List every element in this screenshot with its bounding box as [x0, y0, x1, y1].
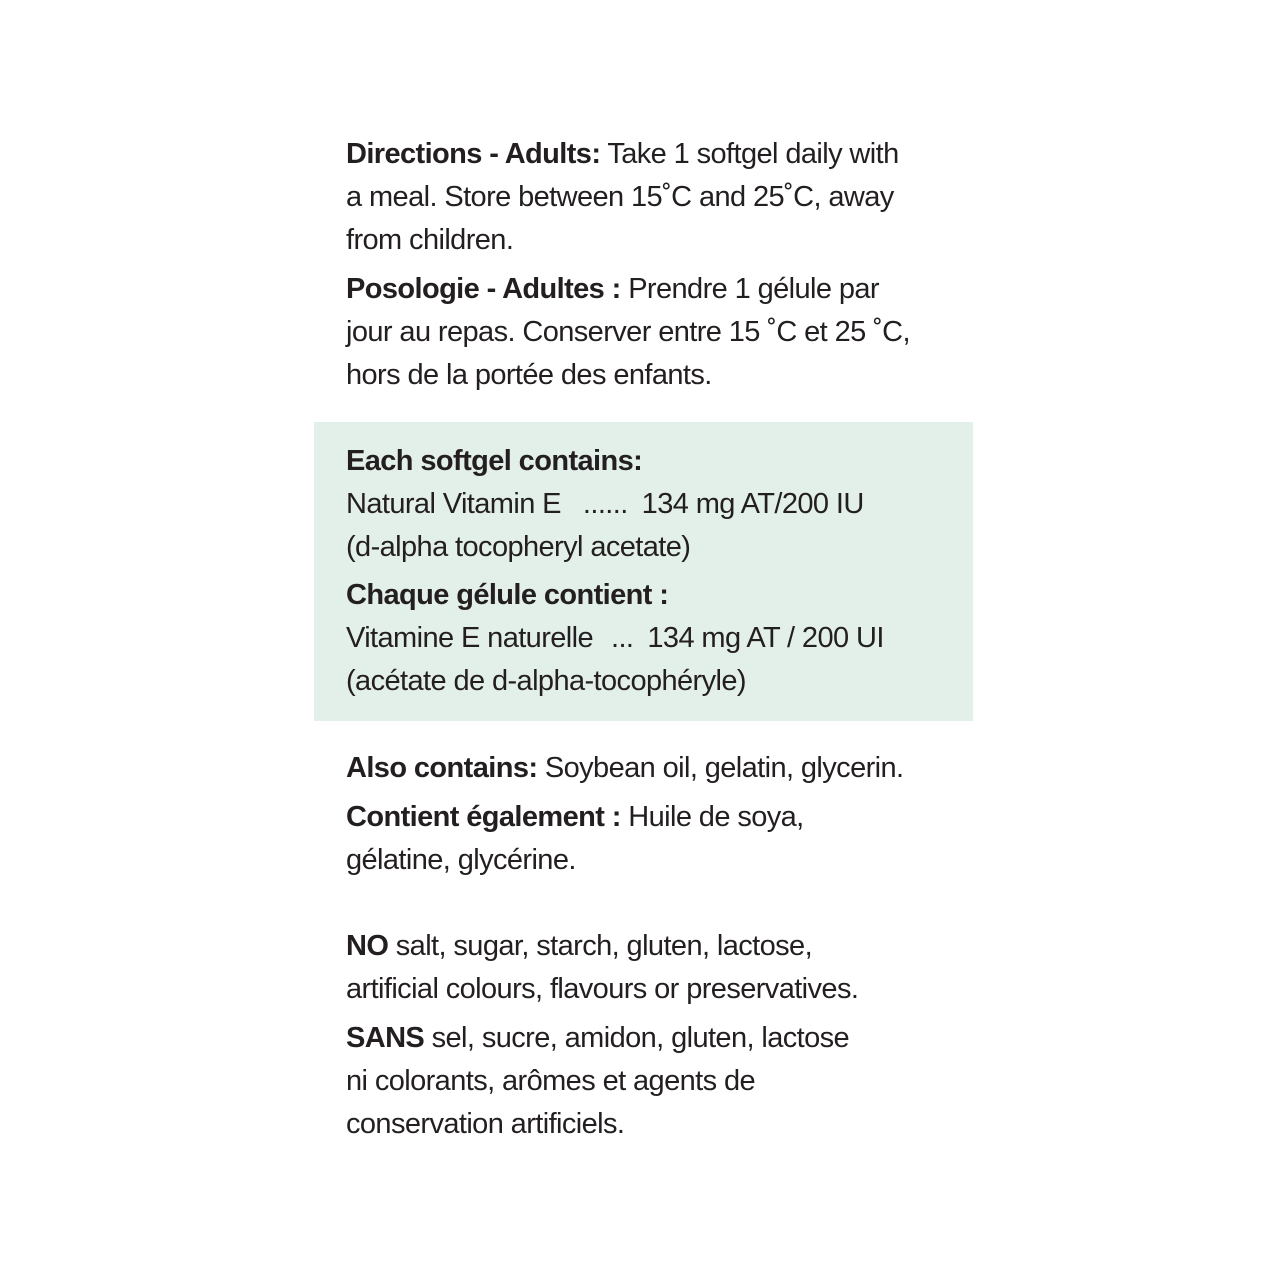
free-from-fr-line-3: conservation artificiels.: [346, 1108, 625, 1140]
directions-fr-line-3: hors de la portée des enfants.: [346, 359, 712, 391]
ingredient-en-dots: ......: [582, 488, 628, 520]
free-from-en-line-2: artificial colours, flavours or preservatives.: [346, 973, 859, 1005]
free-from-en-label: NO: [346, 930, 389, 962]
also-contains-fr-text-1: Huile de soya,: [620, 801, 804, 833]
ingredient-en-detail: (d-alpha tocopheryl acetate): [346, 531, 691, 563]
ingredient-fr-dots: ...: [611, 622, 634, 654]
ingredient-row-fr: [346, 617, 884, 660]
directions-fr-line-1: [346, 268, 910, 311]
free-from-fr-label: SANS: [346, 1022, 425, 1054]
also-contains-fr-line-1: [346, 796, 904, 839]
ingredient-row-en: [346, 483, 884, 526]
directions-en-line-1: [346, 133, 910, 176]
also-contains-fr: [346, 796, 904, 882]
also-contains-en-label: Also contains:: [346, 752, 538, 784]
free-from-section: [346, 925, 858, 1146]
directions-en-line-2: a meal. Store between 15˚C and 25˚C, away: [346, 181, 894, 213]
free-from-fr: [346, 1017, 858, 1146]
contents-en-heading: Each softgel contains:: [346, 445, 643, 477]
free-from-en: [346, 925, 858, 1011]
directions-section: [346, 133, 910, 397]
free-from-en-line-1: [346, 925, 858, 968]
ingredient-fr-amount: 134 mg AT / 200 UI: [647, 622, 884, 654]
directions-en-label: Directions - Adults:: [346, 138, 601, 170]
directions-en: [346, 133, 910, 262]
also-contains-fr-label: Contient également :: [346, 801, 621, 833]
directions-en-line-3: from children.: [346, 224, 514, 256]
directions-fr-label: Posologie - Adultes :: [346, 273, 621, 305]
free-from-fr-line-2: ni colorants, arômes et agents de: [346, 1065, 755, 1097]
directions-fr-line-2: jour au repas. Conserver entre 15 ˚C et 25 ˚C,: [346, 316, 910, 348]
also-contains-en: [346, 747, 904, 790]
free-from-fr-text-1: sel, sucre, amidon, gluten, lactose: [424, 1022, 850, 1054]
also-contains-en-text-1: Soybean oil, gelatin, glycerin.: [537, 752, 904, 784]
contents-box: [314, 422, 973, 721]
ingredient-fr-detail: (acétate de d-alpha-tocophéryle): [346, 665, 746, 697]
ingredient-en-amount: 134 mg AT/200 IU: [641, 488, 864, 520]
directions-en-text-1: Take 1 softgel daily with: [600, 138, 899, 170]
contents-fr-heading: Chaque gélule contient :: [346, 579, 669, 611]
also-contains-section: [346, 747, 904, 882]
free-from-en-text-1: salt, sugar, starch, gluten, lactose,: [388, 930, 813, 962]
directions-fr: [346, 268, 910, 397]
free-from-fr-line-1: [346, 1017, 858, 1060]
ingredient-en-name: Natural Vitamin E: [346, 488, 561, 520]
ingredient-fr-name: Vitamine E naturelle: [346, 622, 594, 654]
directions-fr-text-1: Prendre 1 gélule par: [620, 273, 879, 305]
contents-inner: [346, 440, 884, 703]
also-contains-fr-line-2: gélatine, glycérine.: [346, 844, 576, 876]
also-contains-en-line-1: [346, 747, 904, 790]
